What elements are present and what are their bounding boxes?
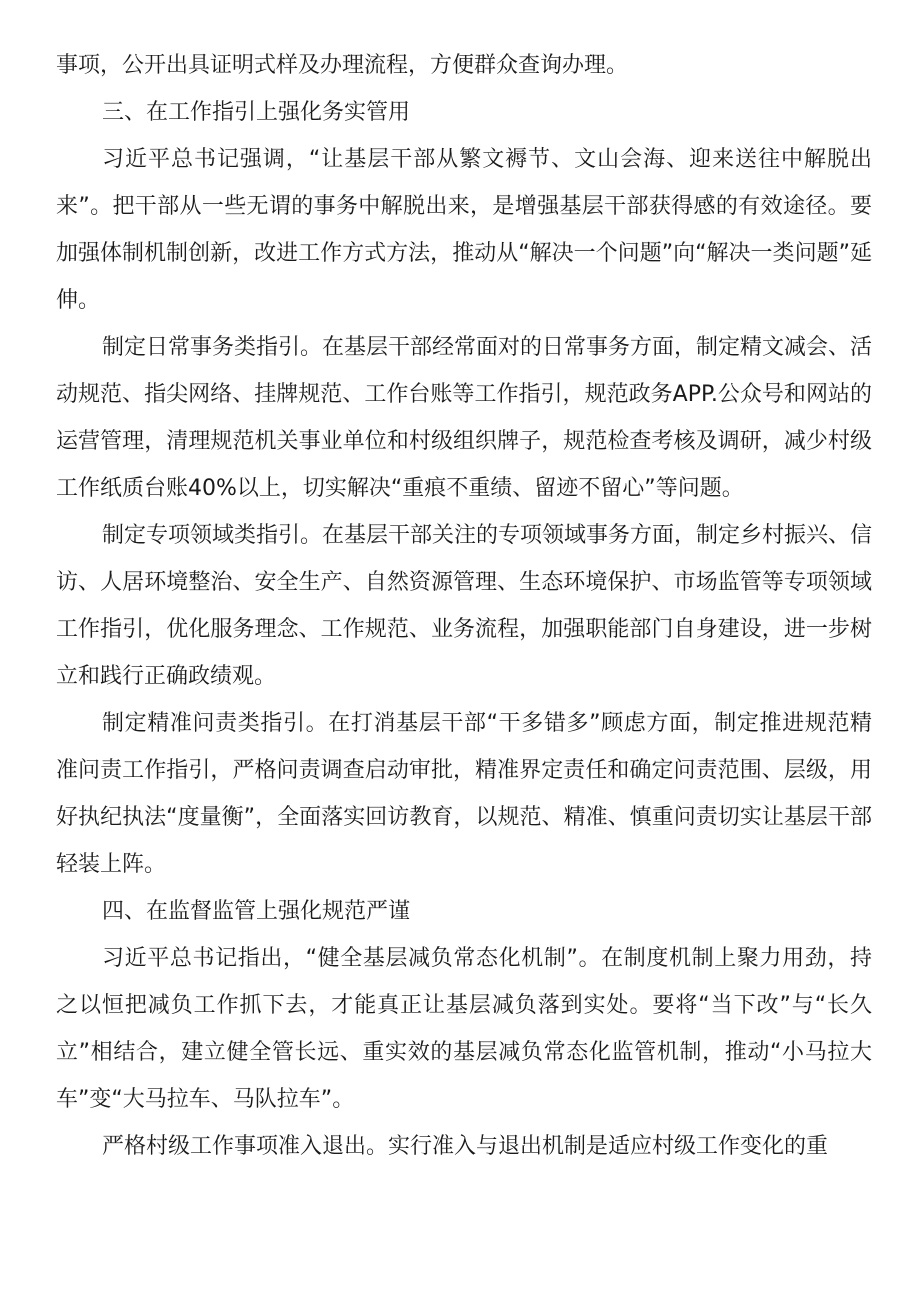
paragraph: 习近平总书记指出，“健全基层减负常态化机制”。在制度机制上聚力用劲，持之以恒把减负工作抓下去，才能真正让基层减负落到实处。要将“当下改”与“长久立”相结合，建立健全管长远、重实效的基层减负常态化监管机制，推动“小马拉大车”变“大马拉车、马队拉车”。 <box>56 946 872 1112</box>
paragraph-continuation: 事项，公开出具证明式样及办理流程，方便群众查询办理。 <box>56 53 629 78</box>
paragraph: 制定精准问责类指引。在打消基层干部“干多错多”顾虑方面，制定推进规范精准问责工作指引，严格问责调查启动审批，精准界定责任和确定问责范围、层级，用好执纪执法“度量衡”，全面落实回访教育，以规范、精准、慎重问责切实让基层干部轻装上阵。 <box>56 711 872 877</box>
paragraph: 制定专项领域类指引。在基层干部关注的专项领域事务方面，制定乡村振兴、信访、人居环境整治、安全生产、自然资源管理、生态环境保护、市场监管等专项领域工作指引，优化服务理念、工作规范、业务流程，加强职能部门自身建设，进一步树立和践行正确政绩观。 <box>56 523 873 689</box>
paragraph: 制定日常事务类指引。在基层干部经常面对的日常事务方面，制定精文减会、活动规范、指尖网络、挂牌规范、工作台账等工作指引，规范政务APP.公众号和网站的运营管理，清理规范机关事业单位和村级组织牌子，规范检查考核及调研，减少村级工作纸质台账40%以上，切实解决“重痕不重绩、留迹不留心”等问题。 <box>56 335 873 501</box>
section-heading-3: 三、在工作指引上强化务实管用 <box>102 100 411 125</box>
document-body <box>56 42 872 1170</box>
paragraph: 习近平总书记强调，“让基层干部从繁文褥节、文山会海、迎来送往中解脱出来”。把干部从一些无谓的事务中解脱出来，是增强基层干部获得感的有效途径。要加强体制机制创新，改进工作方式方法，推动从“解决一个问题”向“解决一类问题”延伸。 <box>56 147 872 313</box>
section-heading-4: 四、在监督监管上强化规范严谨 <box>102 899 411 924</box>
paragraph: 严格村级工作事项准入退出。实行准入与退出机制是适应村级工作变化的重 <box>102 1134 829 1159</box>
